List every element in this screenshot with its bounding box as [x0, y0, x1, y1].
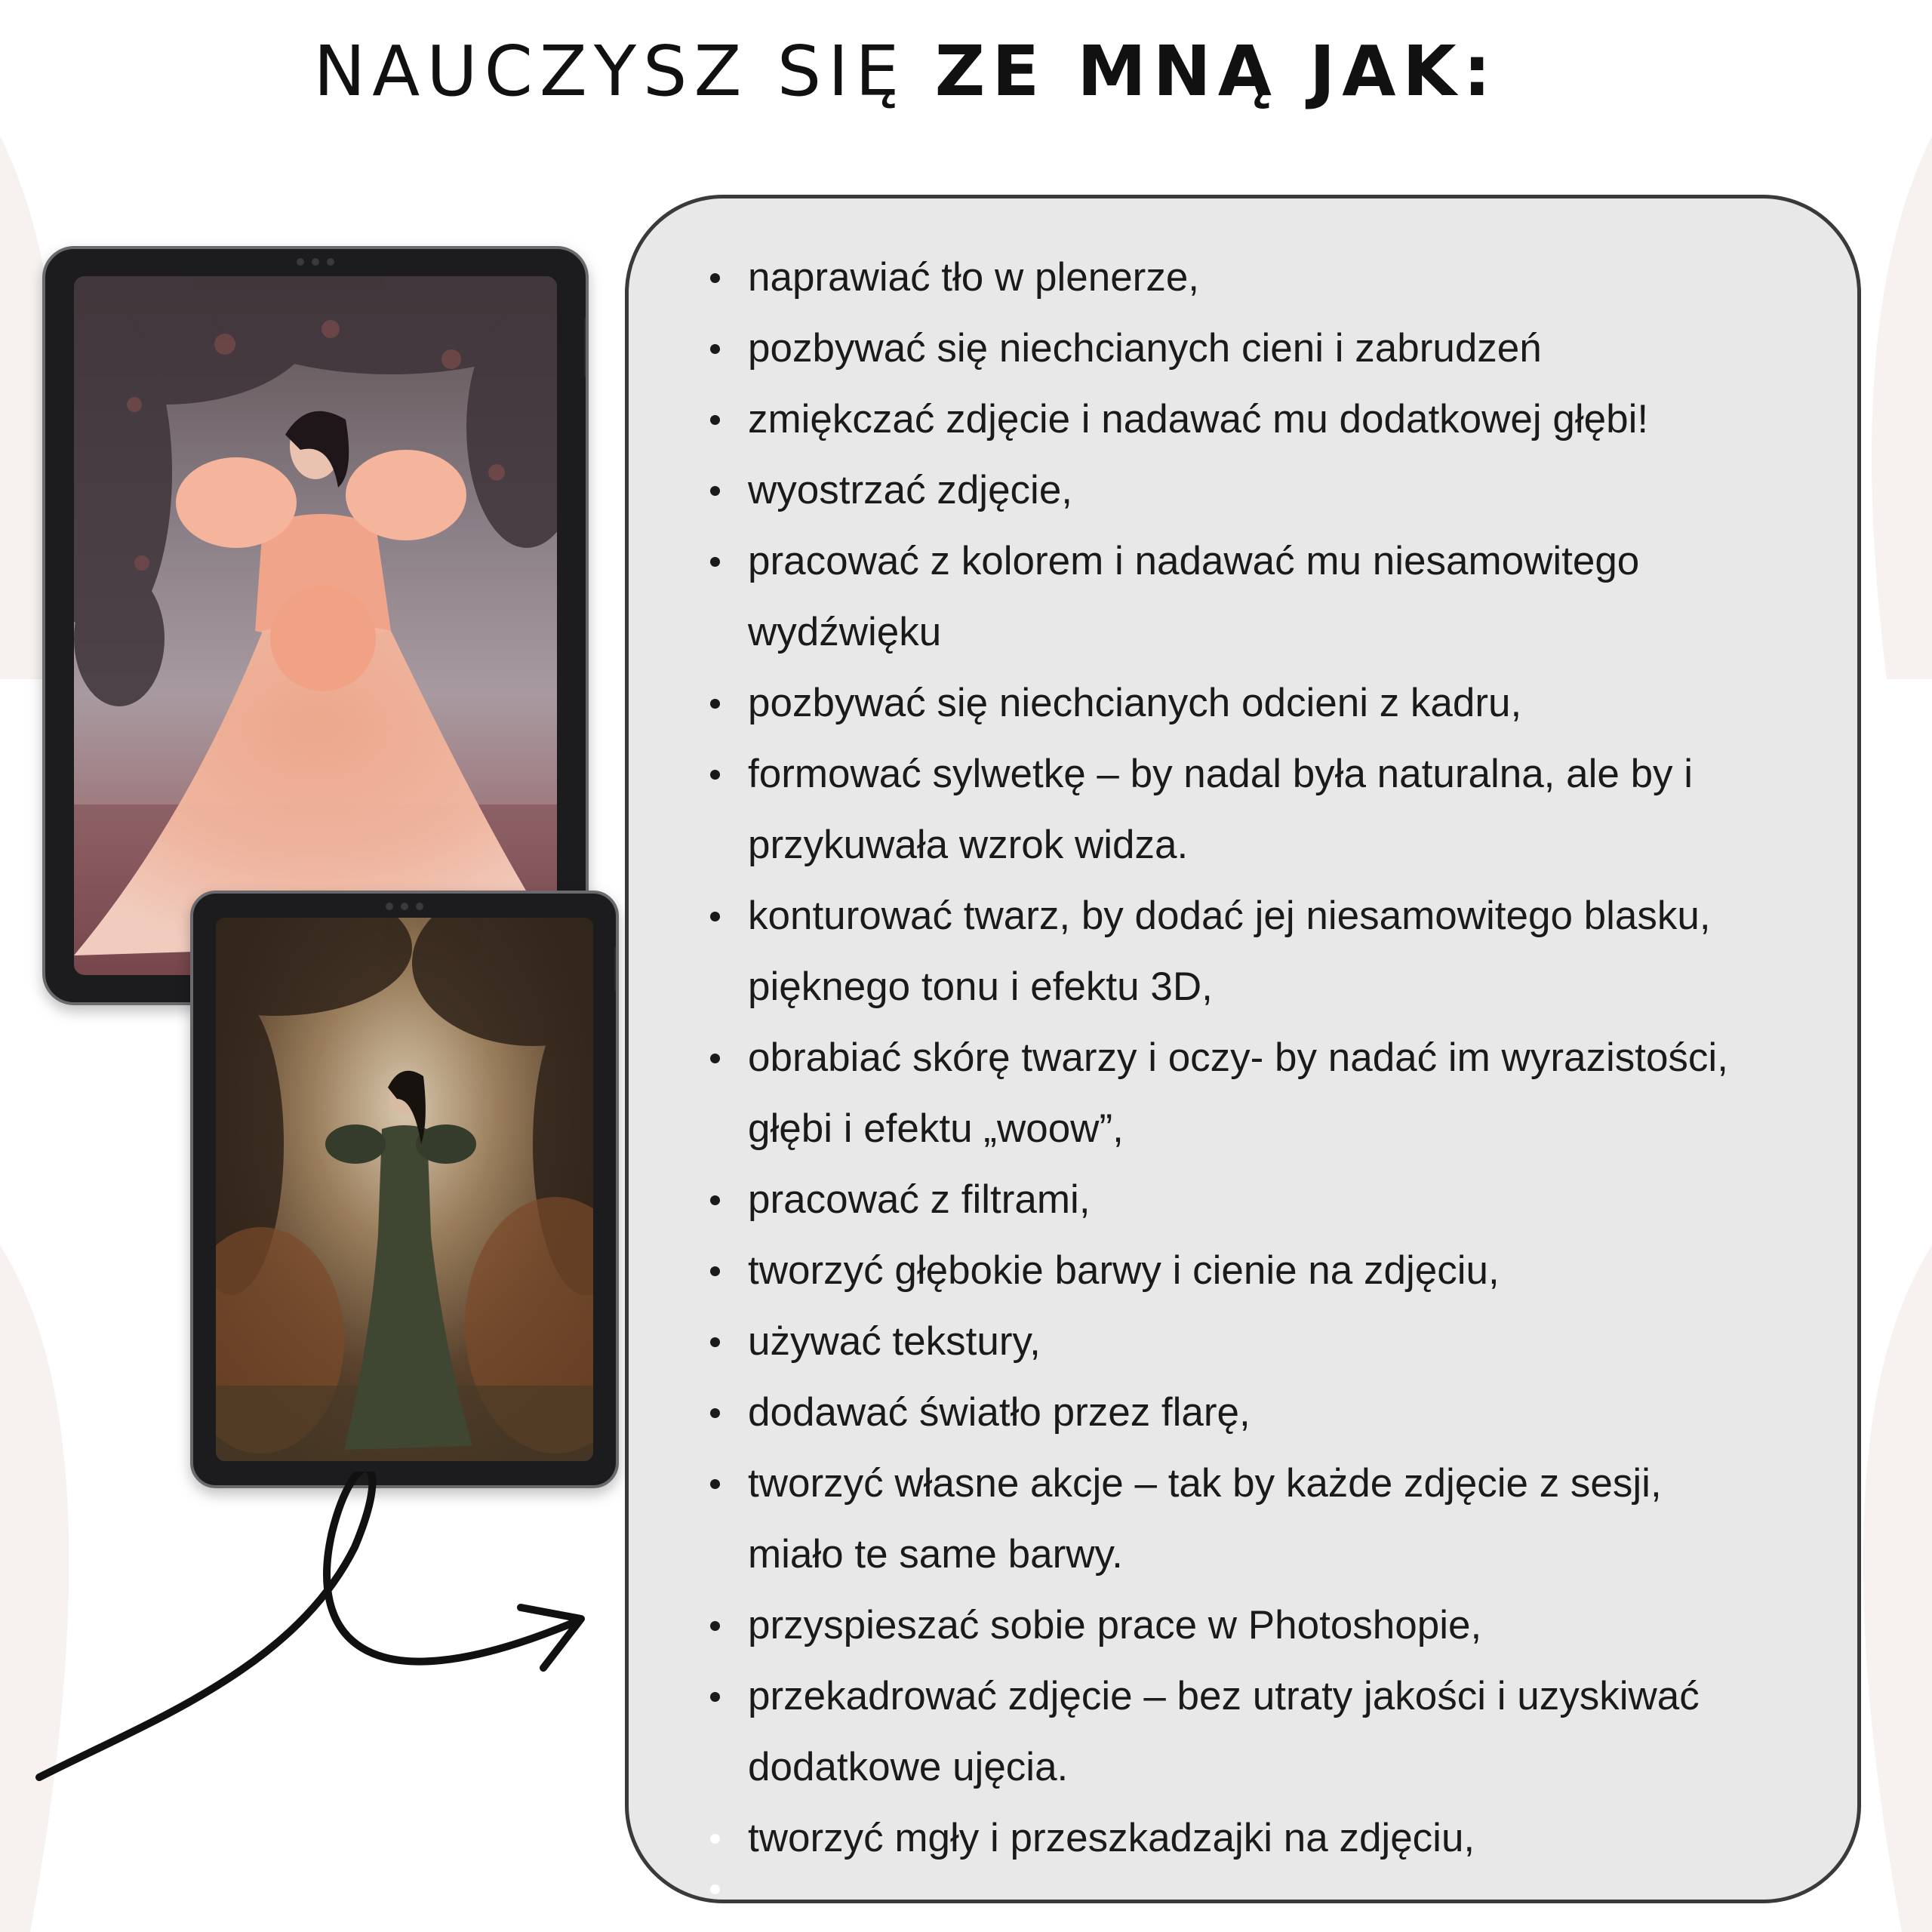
list-item: formować sylwetkę – by nadal była naturalna, ale by i: [710, 739, 1728, 810]
list-item-continuation: miało te same barwy.: [748, 1532, 1123, 1577]
list-item: tworzyć własne akcje – tak by każde zdjęcie z sesji,: [710, 1448, 1728, 1519]
list-item: konturować twarz, by dodać jej niesamowitego blasku,: [710, 881, 1728, 952]
list-item: wyostrzać zdjęcie,: [710, 455, 1728, 526]
list-item-continuation: wydźwięku: [748, 610, 942, 654]
list-item: tworzyć mgły i przeszkadzajki na zdjęciu,: [710, 1803, 1728, 1874]
photo-green-dress-forest: [216, 918, 593, 1461]
page-title: [0, 30, 1811, 113]
tablet-small: [190, 891, 619, 1488]
empty-bullet: [710, 1884, 720, 1894]
list-item-continuation: pięknego tonu i efektu 3D,: [748, 964, 1213, 1009]
list-item: dodawać światło przez flarę,: [710, 1377, 1728, 1448]
tablet-camera: [297, 258, 334, 267]
list-item: pozbywać się niechcianych cieni i zabrudzeń: [710, 313, 1728, 384]
list-item: pozbywać się niechcianych odcieni z kadru,: [710, 668, 1728, 739]
list-item: obrabiać skórę twarzy i oczy- by nadać im wyrazistości,: [710, 1023, 1728, 1094]
list-item-continuation: dodatkowe ujęcia.: [748, 1745, 1069, 1789]
list-item: tworzyć głębokie barwy i cienie na zdjęciu,: [710, 1235, 1728, 1306]
title-thin: NAUCZYSZ SIĘ: [313, 31, 935, 112]
list-item: zmiękczać zdjęcie i nadawać mu dodatkowej głębi!: [710, 384, 1728, 455]
list-item-continuation: głębi i efektu „woow”,: [748, 1106, 1124, 1151]
photo-pink-tulle-gown: [74, 276, 557, 975]
skills-list: [710, 242, 1728, 1874]
list-item: przekadrować zdjęcie – bez utraty jakości i uzyskiwać: [710, 1661, 1728, 1732]
curly-arrow-icon: [0, 1472, 619, 1811]
tablet-screen-large: [74, 276, 557, 975]
list-item-continuation: przykuwała wzrok widza.: [748, 823, 1189, 867]
title-bold: ZE MNĄ JAK:: [934, 31, 1498, 112]
skills-panel: [625, 195, 1861, 1903]
list-item: pracować z kolorem i nadawać mu niesamowitego: [710, 526, 1728, 597]
list-item: naprawiać tło w plenerze,: [710, 242, 1728, 313]
tablet-camera: [386, 903, 423, 912]
list-item: używać tekstury,: [710, 1306, 1728, 1377]
list-item: pracować z filtrami,: [710, 1164, 1728, 1235]
list-item: przyspieszać sobie prace w Photoshopie,: [710, 1590, 1728, 1661]
tablet-screen-small: [216, 918, 593, 1461]
